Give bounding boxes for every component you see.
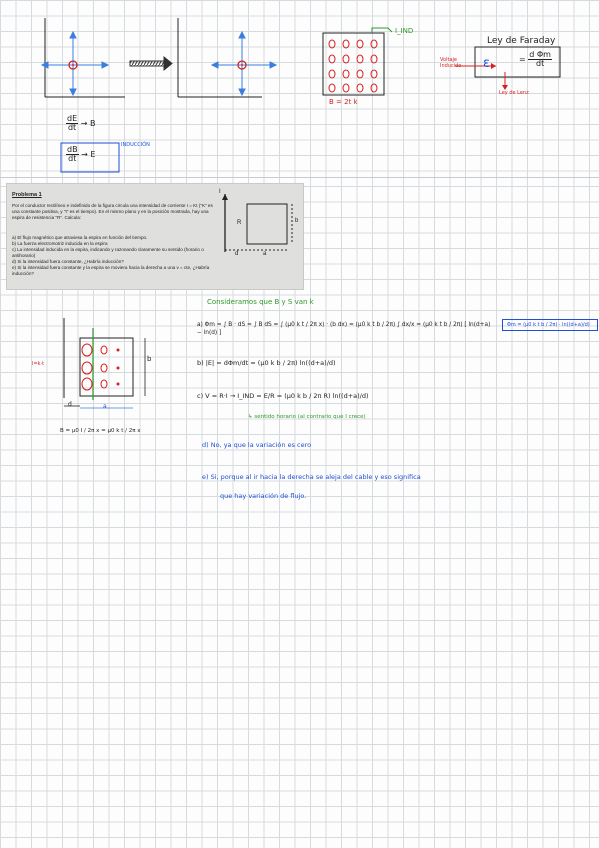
axes-left [45,18,125,97]
sketch-d: d [68,401,72,408]
field-label: B = 2t k [329,98,358,106]
lenz-label: Ley de Lenz [499,90,529,96]
solution-sketch [0,310,200,440]
field-loop [323,33,384,95]
emf-symbol: ε [483,56,491,71]
problem-intro: Por el conductor rectilíneo e indefinido de la figura circula una intensidad de corriente I = Kt ("K" es una constante positiva, y "t" es el tiempo). En el mismo plano y en la posición mostrada, hay una espira de resistencia "R". Calcula: [12,203,213,220]
db-dt-relation: $\frac{dB}{dt}$ → E [67,145,96,163]
fig-b: b [295,218,299,224]
answer-a: a) Φm = ∫ B · dS = ∫ B dS = ∫ (μ0 k t / 2π x) · (b dx) = (μ0 k t b / 2π) ∫ dx/x = (μ0 k t b / 2π) [ ln(d+a) − ln(d) ] [197,322,491,336]
field-dots [329,40,377,92]
induced-current-label: I_IND [395,27,414,35]
sketch-a: a [103,403,107,410]
answer-e-line1: e) Si, porque al ir hacia la derecha se aleja del cable y eso significa [202,473,421,481]
answer-c: c) V = R·I → I_IND = E/R = (μ0 k b / 2π R) ln((d+a)/d) [197,392,369,400]
answer-d: d) No, ya que la variación es cero [202,441,312,449]
fig-I: I [219,189,221,195]
de-dt-relation: $\frac{dE}{dt}$ → B [67,114,96,132]
problem-items [12,235,227,277]
field-lines-right [212,32,276,95]
axes-right [178,18,262,97]
induccion-label: INDUCCIÓN [121,142,150,148]
problem-statement [6,183,304,290]
problem-item: a) El flujo magnético que atraviesa la espira en función del tiempo. [12,235,148,240]
problem-item: d) Si la intensidad fuera constante, ¿Habría inducción? [12,259,124,264]
transition-arrow [130,57,172,70]
field-lines-left [42,32,108,95]
problem-figure [219,190,301,262]
answer-e-line2: que hay variación de flujo. [220,492,307,500]
B-formula: B = μ0 I / 2π x = μ0 k t / 2π x [60,428,141,434]
fig-d: d [235,251,239,257]
problem-item: e) Si la intensidad fuera constante y la espira se moviera hacia la derecha a una v = cte, ¿Habría inducción? [12,265,210,276]
sketch-I: I=k·t [32,361,45,367]
faraday-fraction: = $\frac{\text{d Φm}}{dt}$ [519,50,551,68]
problem-item: c) La intensidad inducida en la espira, indicando y razonando claramente su sentido (horario o antihorario) [12,247,204,258]
sketch-b: b [147,355,152,363]
voltaje-inducido-label: Voltaje Inducido [440,57,462,69]
answer-a-result: Φm = (μ0 k t b / 2π) · ln((d+a)/d) [502,319,598,331]
problem-item: b) La fuerza electromotriz inducida en la espira [12,241,108,246]
induced-current-arrow [372,28,392,33]
fig-a: a [263,251,267,257]
answer-b: b) |E| = dΦm/dt = (μ0 k b / 2π) ln((d+a)/d) [197,359,336,367]
fig-R: R [237,220,242,226]
faraday-title: Ley de Faraday [487,36,556,46]
answer-c-note: ↳ sentido horario (al contrario que I crece) [248,414,366,420]
divider [0,177,599,178]
consideramos-note: Consideramos que B y S van k [207,298,314,306]
problem-title: Problema 1 [12,192,42,198]
